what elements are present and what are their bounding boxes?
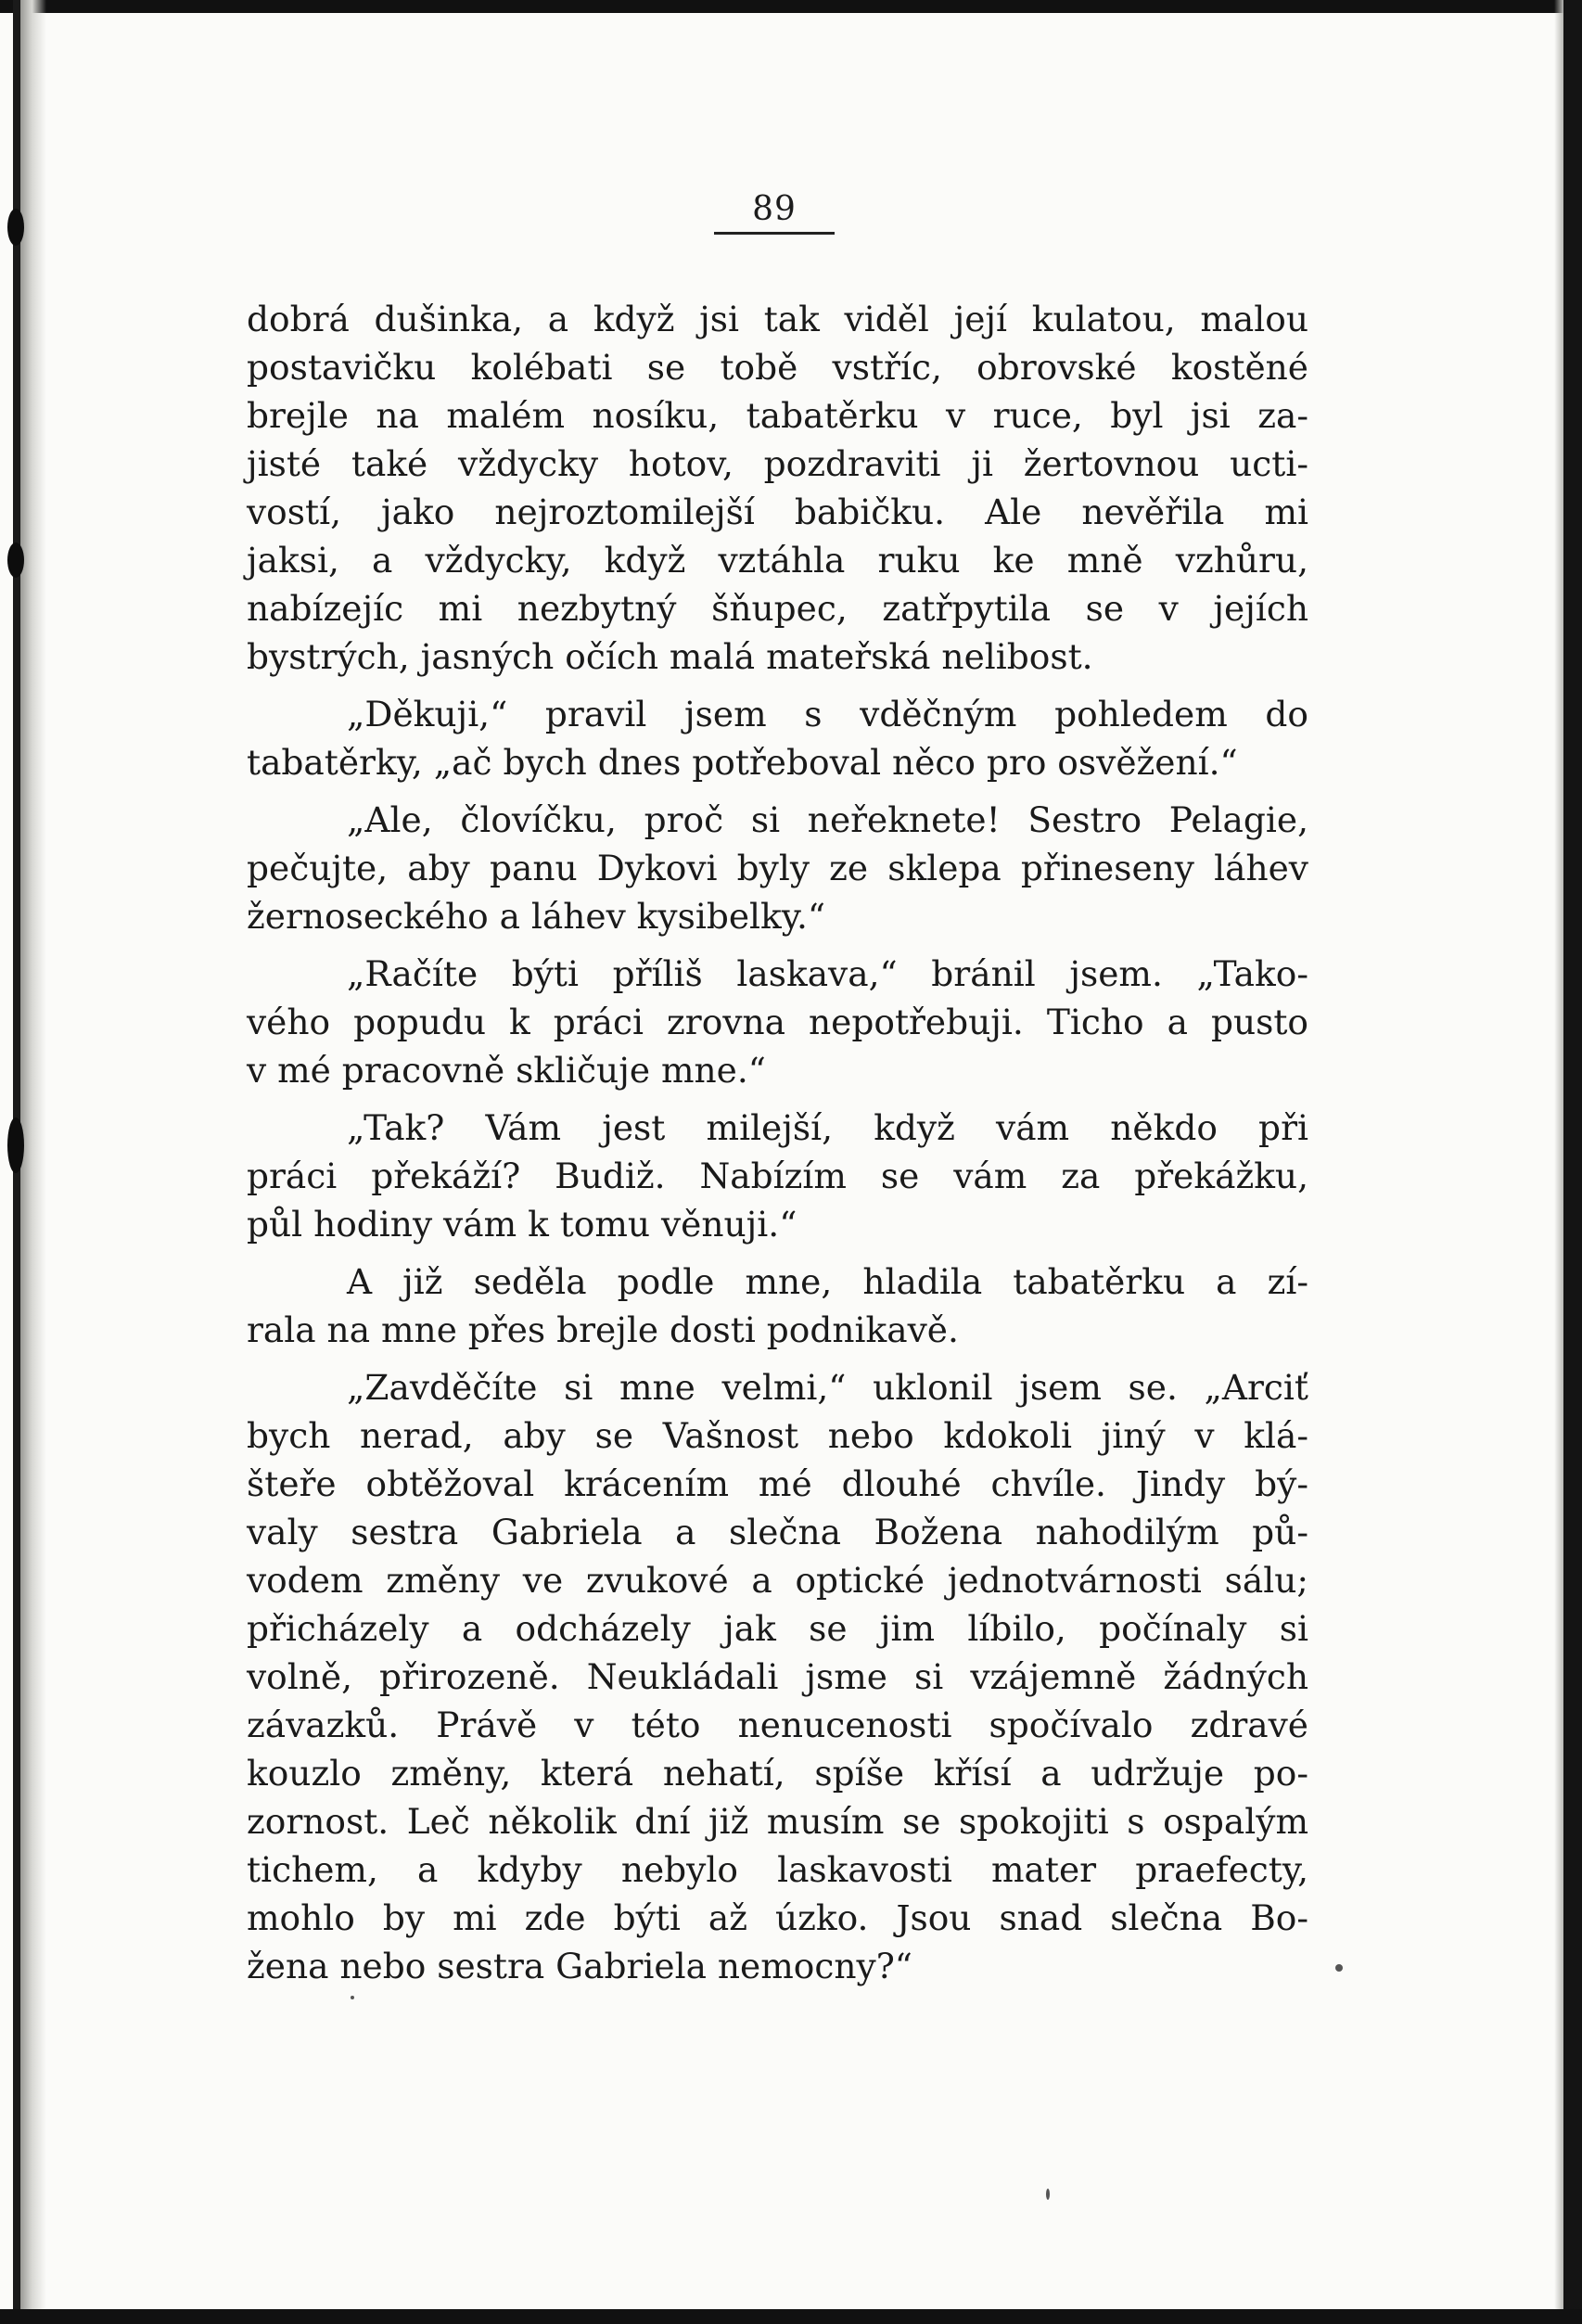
text-line: „Děkuji,“ pravil jsem s vděčným pohledem do	[347, 694, 1308, 734]
paper-speck	[351, 1996, 354, 1999]
text-line: závazků. Právě v této nenucenosti spočívalo zdravé	[247, 1705, 1308, 1745]
text-line: vostí, jako nejroztomilejší babičku. Ale nevěřila mi	[247, 492, 1308, 532]
text-line: mohlo by mi zde býti až úzko. Jsou snad slečna Bo-	[247, 1897, 1308, 1938]
text-line: „Zavděčíte si mne velmi,“ uklonil jsem se. „Arciť	[347, 1367, 1308, 1408]
text-line: vého popudu k práci zrovna nepotřebuji. Ticho a pusto	[247, 1002, 1308, 1042]
page-number-rule	[714, 232, 835, 235]
text-line: přicházely a odcházely jak se jim líbilo, počínaly si	[247, 1608, 1308, 1649]
text-line: kouzlo změny, která nehatí, spíše křísí a udržuje po-	[247, 1753, 1308, 1794]
scan-edge-top	[0, 0, 1582, 13]
binding-mark	[7, 543, 24, 578]
page-edge-shadow	[1554, 0, 1563, 2324]
text-line: žena nebo sestra Gabriela nemocny?“	[247, 1946, 912, 1986]
paragraph	[247, 690, 1308, 786]
paper-speck	[1046, 2189, 1050, 2200]
text-line: volně, přirozeně. Neukládali jsme si vzájemně žádných	[247, 1656, 1308, 1697]
paragraph	[247, 1363, 1308, 1990]
page-number: 89	[752, 190, 797, 228]
paragraph	[247, 295, 1308, 681]
text-line: jisté také vždycky hotov, pozdraviti ji žertovnou ucti-	[247, 443, 1308, 484]
paragraph	[247, 1104, 1308, 1248]
binding-mark	[7, 1117, 24, 1173]
text-line: tichem, a kdyby nebylo laskavosti mater praefecty,	[247, 1849, 1308, 1890]
text-line: práci překáží? Budiž. Nabízím se vám za překážku,	[247, 1156, 1308, 1196]
text-line: půl hodiny vám k tomu věnuji.“	[247, 1204, 797, 1245]
text-line: „Tak? Vám jest milejší, když vám někdo při	[347, 1107, 1308, 1148]
text-line: A již seděla podle mne, hladila tabatěrku a zí-	[347, 1261, 1308, 1302]
text-line: v mé pracovně skličuje mne.“	[247, 1050, 766, 1091]
text-line: bych nerad, aby se Vašnost nebo kdokoli jiný v klá-	[247, 1415, 1308, 1456]
body-text	[247, 295, 1308, 1990]
text-line: šteře obtěžoval krácením mé dlouhé chvíle. Jindy bý-	[247, 1463, 1308, 1504]
text-line: „Ale, človíčku, proč si neřeknete! Sestro Pelagie,	[347, 799, 1308, 840]
scan-edge-bottom	[0, 2309, 1582, 2324]
scan-edge-right	[1563, 0, 1582, 2324]
binding-mark	[7, 209, 24, 246]
text-line: valy sestra Gabriela a slečna Božena nahodilým pů-	[247, 1512, 1308, 1552]
paper-speck	[1335, 1964, 1343, 1972]
text-line: rala na mne přes brejle dosti podnikavě.	[247, 1309, 959, 1350]
text-line: žernoseckého a láhev kysibelky.“	[247, 896, 826, 937]
text-line: dobrá dušinka, a když jsi tak viděl její kulatou, malou	[247, 299, 1308, 339]
text-line: nabízejíc mi nezbytný šňupec, zatřpytila se v jejích	[247, 588, 1308, 629]
paragraph	[247, 950, 1308, 1094]
text-line: pečujte, aby panu Dykovi byly ze sklepa přineseny láhev	[247, 848, 1308, 888]
text-line: tabatěrky, „ač bych dnes potřeboval něco pro osvěžení.“	[247, 742, 1238, 783]
text-line: postavičku kolébati se tobě vstříc, obrovské kostěné	[247, 347, 1308, 388]
text-line: zornost. Leč několik dní již musím se spokojiti s ospalým	[247, 1801, 1308, 1842]
paragraph	[247, 1258, 1308, 1354]
text-line: bystrých, jasných očích malá mateřská nelibost.	[247, 636, 1093, 677]
text-line: jaksi, a vždycky, když vztáhla ruku ke mně vzhůru,	[247, 540, 1308, 581]
text-line: vodem změny ve zvukové a optické jednotvárnosti sálu;	[247, 1560, 1308, 1601]
paragraph	[247, 796, 1308, 940]
text-line: „Račíte býti příliš laskava,“ bránil jsem. „Tako-	[347, 953, 1308, 994]
binding-shadow	[20, 0, 46, 2324]
text-line: brejle na malém nosíku, tabatěrku v ruce, byl jsi za-	[247, 395, 1308, 436]
